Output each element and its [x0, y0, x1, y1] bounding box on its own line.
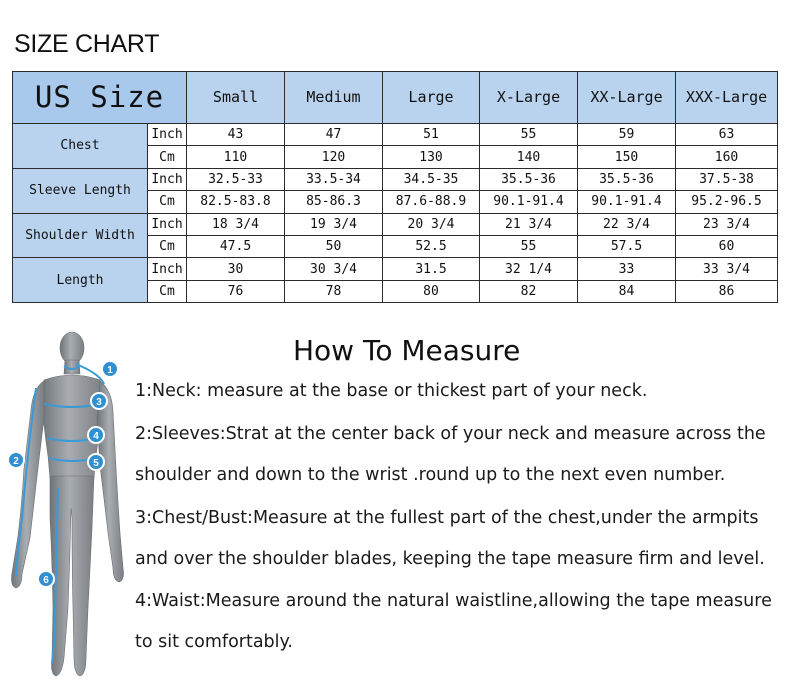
table-cell: 19 3/4 [285, 213, 383, 235]
table-cell: 35.5-36 [480, 168, 578, 190]
table-row [13, 168, 778, 190]
table-cell: 110 [187, 146, 285, 168]
page-title: SIZE CHART [14, 30, 160, 58]
table-cell: 76 [187, 280, 285, 302]
table-cell: 30 [187, 258, 285, 280]
size-header-row [13, 72, 778, 124]
table-cell: 37.5-38 [676, 168, 778, 190]
marker-2 [8, 452, 24, 468]
instruction-line: and over the shoulder blades, keeping the tape measure firm and level. [135, 549, 765, 569]
measurement-label-chest: Chest [13, 124, 148, 169]
marker-3-label: 3 [96, 397, 102, 408]
unit-label: Cm [148, 235, 187, 257]
marker-2-label: 2 [13, 456, 19, 467]
instruction-line: 3:Chest/Bust:Measure at the fullest part of the chest,under the armpits [135, 508, 759, 528]
table-cell: 43 [187, 124, 285, 146]
table-cell: 85-86.3 [285, 191, 383, 213]
table-row [13, 213, 778, 235]
table-cell: 60 [676, 235, 778, 257]
table-cell: 63 [676, 124, 778, 146]
measurement-label-length: Length [13, 258, 148, 303]
table-cell: 33 3/4 [676, 258, 778, 280]
table-cell: 130 [383, 146, 480, 168]
table-cell: 22 3/4 [578, 213, 676, 235]
table-cell: 120 [285, 146, 383, 168]
table-cell: 32.5-33 [187, 168, 285, 190]
table-cell: 150 [578, 146, 676, 168]
unit-label: Cm [148, 191, 187, 213]
table-cell: 52.5 [383, 235, 480, 257]
table-row [13, 124, 778, 146]
table-cell: 80 [383, 280, 480, 302]
body-figure-illustration [0, 318, 135, 690]
marker-5-label: 5 [93, 458, 99, 469]
table-cell: 59 [578, 124, 676, 146]
table-cell: 95.2-96.5 [676, 191, 778, 213]
measurement-label-sleeve-length: Sleeve Length [13, 168, 148, 213]
table-row [13, 258, 778, 280]
table-cell: 78 [285, 280, 383, 302]
marker-6-label: 6 [43, 575, 49, 586]
marker-5 [88, 454, 104, 470]
table-cell: 35.5-36 [578, 168, 676, 190]
instruction-line: 2:Sleeves:Strat at the center back of your neck and measure across the [135, 424, 766, 444]
table-cell: 18 3/4 [187, 213, 285, 235]
size-header-medium: Medium [285, 72, 383, 124]
table-cell: 47 [285, 124, 383, 146]
table-cell: 90.1-91.4 [578, 191, 676, 213]
table-cell: 51 [383, 124, 480, 146]
marker-1 [102, 361, 118, 377]
table-cell: 90.1-91.4 [480, 191, 578, 213]
table-cell: 34.5-35 [383, 168, 480, 190]
instruction-line: to sit comfortably. [135, 632, 293, 652]
unit-label: Inch [148, 124, 187, 146]
table-cell: 160 [676, 146, 778, 168]
size-chart-table [12, 71, 778, 303]
unit-label: Inch [148, 213, 187, 235]
size-header-small: Small [187, 72, 285, 124]
table-cell: 87.6-88.9 [383, 191, 480, 213]
size-header-xxx-large: XXX-Large [676, 72, 778, 124]
table-cell: 84 [578, 280, 676, 302]
measurement-label-shoulder-width: Shoulder Width [13, 213, 148, 258]
unit-label: Cm [148, 146, 187, 168]
size-header-x-large: X-Large [480, 72, 578, 124]
unit-label: Inch [148, 258, 187, 280]
how-to-measure-title: How To Measure [293, 334, 521, 367]
table-cell: 30 3/4 [285, 258, 383, 280]
table-cell: 55 [480, 124, 578, 146]
unit-label: Cm [148, 280, 187, 302]
instruction-line: 1:Neck: measure at the base or thickest part of your neck. [135, 381, 648, 401]
table-cell: 33.5-34 [285, 168, 383, 190]
marker-6 [38, 571, 54, 587]
body-figure [0, 318, 135, 690]
table-cell: 50 [285, 235, 383, 257]
table-cell: 140 [480, 146, 578, 168]
table-cell: 32 1/4 [480, 258, 578, 280]
table-cell: 86 [676, 280, 778, 302]
table-cell: 47.5 [187, 235, 285, 257]
table-cell: 20 3/4 [383, 213, 480, 235]
size-header-xx-large: XX-Large [578, 72, 676, 124]
marker-1-label: 1 [107, 365, 113, 376]
table-cell: 55 [480, 235, 578, 257]
marker-3 [91, 393, 107, 409]
table-cell: 82 [480, 280, 578, 302]
marker-4-label: 4 [93, 431, 99, 442]
instruction-line: shoulder and down to the wrist .round up to the next even number. [135, 465, 726, 485]
table-cell: 57.5 [578, 235, 676, 257]
table-cell: 82.5-83.8 [187, 191, 285, 213]
marker-4 [88, 427, 104, 443]
us-size-header: US Size [13, 72, 187, 124]
table-cell: 33 [578, 258, 676, 280]
size-header-large: Large [383, 72, 480, 124]
instruction-line: 4:Waist:Measure around the natural waistline,allowing the tape measure [135, 591, 772, 611]
table-cell: 21 3/4 [480, 213, 578, 235]
table-cell: 31.5 [383, 258, 480, 280]
unit-label: Inch [148, 168, 187, 190]
table-cell: 23 3/4 [676, 213, 778, 235]
